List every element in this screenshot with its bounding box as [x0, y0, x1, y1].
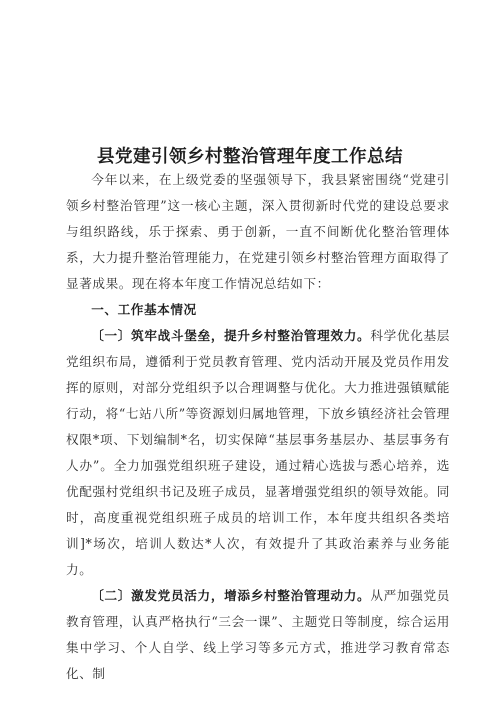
item-body-2: 从严加强党员教育管理，认真严格执行“三会一课”、主题党日等制度，综合运用集中学习、个人自学、线上学习等多元方式，推进学习教育常态化、制 [66, 588, 450, 681]
item-lead-2: 〔二〕激发党员活力，增添乡村整治管理动力。 [91, 588, 371, 603]
section-heading: 一、工作基本情况 [91, 302, 197, 317]
item-lead-1: 〔一〕筑牢战斗堡垒，提升乡村整治管理效力。 [91, 328, 371, 343]
document-title: 县党建引领乡村整治管理年度工作总结 [97, 147, 403, 167]
item-body-1: 科学优化基层党组织布局，遵循利于党员教育管理、党内活动开展及党员作用发挥的原则，对部分党组织予以合理调整与优化。大力推进强镇赋能行动，将“七站八所”等资源划归属地管理，下放乡镇经济社会管理权限*项、下划编制*名，切实保障“基层事务基层办、基层事务有人办”。全力加强党组织班子建设，通过精心选拔与悉心培养，选优配强村党组织书记及班子成员，显著增强党组织的领导效能。同时，高度重视党组织班子成员的培训工作，本年度共组织各类培训]*场次，培训人数达*人次，有效提升了其政治素养与业务能力。 [66, 328, 450, 577]
intro-paragraph: 今年以来，在上级党委的坚强领导下，我县紧密围绕“党建引领乡村整治管理”这一核心主题，深入贯彻新时代党的建设总要求与组织路线，乐于探索、勇于创新，一直不间断优化整治管理体系，大力提升整治管理能力，在党建引领乡村整治管理方面取得了显著成果。现在将本年度工作情况总结如下： [66, 172, 450, 291]
item-paragraph-2 [66, 583, 450, 687]
document-body [66, 167, 450, 687]
item-paragraph-1 [66, 323, 450, 583]
